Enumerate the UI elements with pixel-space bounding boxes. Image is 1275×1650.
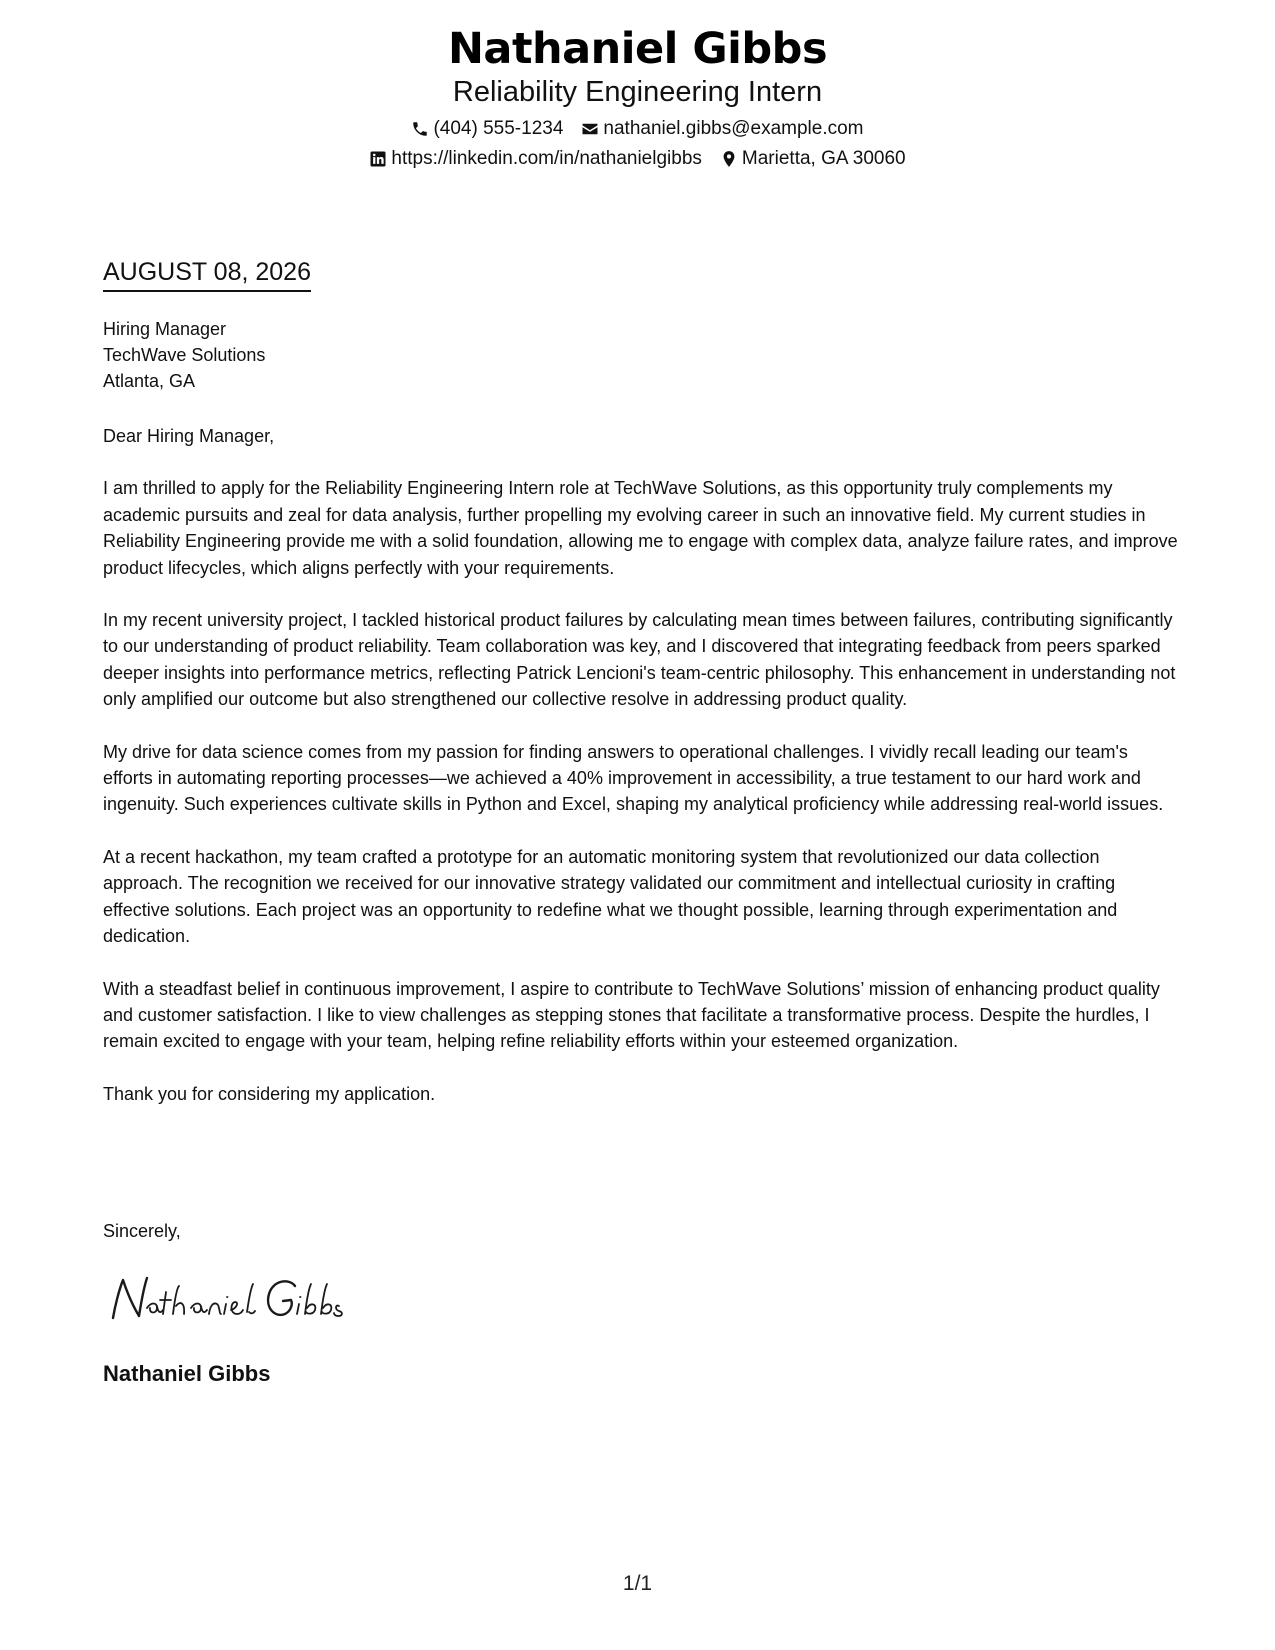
paragraph-4: At a recent hackathon, my team crafted a prototype for an automatic monitoring system that revolutionized our data collection approach. The recognition we received for our innovative strategy validated our commitment and intellectual curiosity in crafting effective solutions. Each project was an opportunity to redefine what we thought possible, learning through experimentation and dedication. — [103, 846, 1118, 947]
letter-header — [0, 22, 1275, 174]
signer-name: Nathaniel Gibbs — [103, 1361, 271, 1386]
paragraph-5: With a steadfast belief in continuous improvement, I aspire to contribute to TechWave Solutions’ mission of enhancing product quality and customer satisfaction. I like to view challenges as stepping stones that facilitate a transformative process. Despite the hurdles, I remain excited to engage with your team, helping refine reliability efforts within your esteemed organization. — [103, 978, 1160, 1052]
salutation: Dear Hiring Manager, — [103, 426, 275, 446]
contact-email[interactable] — [581, 114, 863, 144]
signature-image — [103, 1268, 363, 1328]
paragraph-thanks: Thank you for considering my application. — [103, 1083, 436, 1104]
paragraph-1: I am thrilled to apply for the Reliability Engineering Intern role at TechWave Solutions, as this opportunity truly complements my academic pursuits and zeal for data analysis, further propelling my evolving career in such an innovative field. My current studies in Reliability Engineering provide me with a solid foundation, allowing me to engage with complex data, analyze failure rates, and improve product lifecycles, which aligns perfectly with your requirements. — [103, 478, 1178, 578]
contact-linkedin[interactable] — [369, 144, 702, 174]
contact-phone[interactable] — [411, 114, 563, 144]
paragraph-2: In my recent university project, I tackled historical product failures by calculating mean times between failures, contributing significantly to our understanding of product reliability. Team collaboration was key, and I discovered that integrating feedback from peers sparked deeper insights into performance metrics, reflecting Patrick Lencioni's team-centric philosophy. This enhancement in understanding not only amplified our outcome but also strengthened our collective resolve in addressing product quality. — [103, 610, 1176, 710]
handwritten-signature — [103, 1268, 363, 1328]
linkedin-icon — [369, 150, 387, 168]
closing: Sincerely, — [103, 1221, 181, 1241]
recipient-block — [103, 316, 265, 394]
contact-row-primary — [0, 114, 1275, 144]
recipient-company: TechWave Solutions — [103, 345, 266, 365]
applicant-name: Nathaniel Gibbs — [447, 24, 828, 74]
linkedin-text: https://linkedin.com/in/nathanielgibbs — [391, 148, 702, 169]
letter-body — [103, 423, 1178, 1133]
map-marker-icon — [720, 150, 738, 168]
paragraph-3: My drive for data science comes from my passion for finding answers to operational challenges. I vividly recall leading our team's efforts in automating reporting processes—we achieved a 40% improvement in accessibility, a true testament to our hard work and ingenuity. Such experiences cultivate skills in Python and Excel, shaping my analytical proficiency while addressing real-world issues. — [103, 741, 1164, 815]
applicant-role: Reliability Engineering Intern — [452, 76, 823, 108]
contact-row-secondary — [0, 144, 1275, 174]
recipient-title: Hiring Manager — [103, 319, 227, 339]
page-number: 1/1 — [622, 1572, 653, 1595]
letter-date: AUGUST 08, 2026 — [103, 256, 311, 292]
envelope-icon — [581, 120, 599, 138]
phone-icon — [411, 120, 429, 138]
recipient-location: Atlanta, GA — [103, 371, 196, 391]
phone-text: (404) 555-1234 — [433, 118, 564, 139]
email-text: nathaniel.gibbs@example.com — [603, 118, 864, 139]
contact-location — [720, 144, 906, 174]
location-text: Marietta, GA 30060 — [741, 148, 906, 169]
